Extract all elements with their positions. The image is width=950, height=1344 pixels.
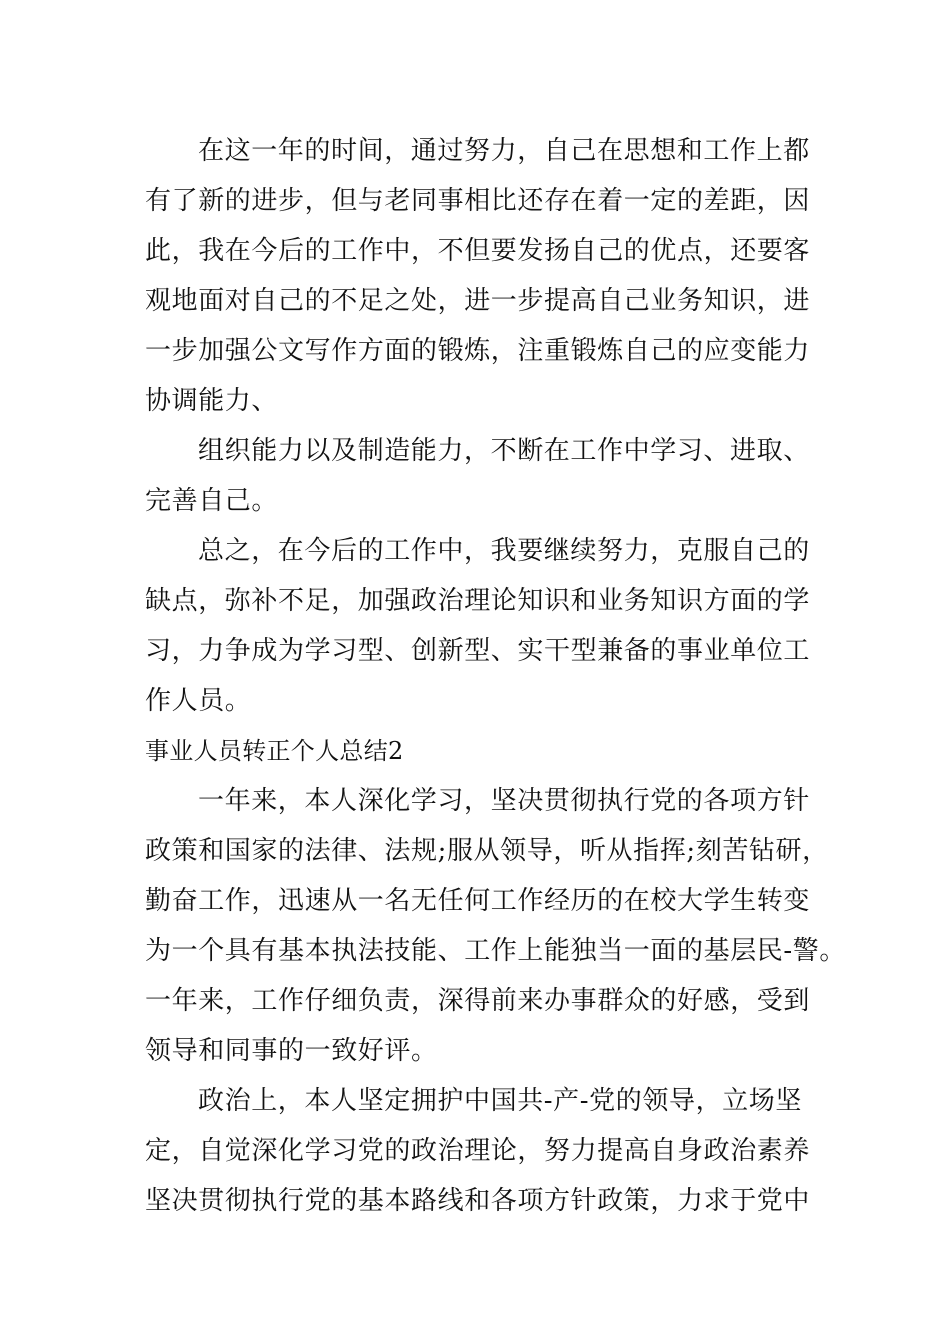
paragraph-line: 一步加强公文写作方面的锻炼，注重锻炼自己的应变能力 (145, 336, 811, 366)
paragraph-line: 有了新的进步，但与老同事相比还存在着一定的差距，因 (145, 186, 811, 216)
paragraph-line: 政治上，本人坚定拥护中国共-产-党的领导，立场坚 (198, 1086, 802, 1116)
paragraph-line: 在这一年的时间，通过努力，自己在思想和工作上都 (198, 136, 810, 166)
paragraph-line: 领导和同事的一致好评。 (145, 1036, 438, 1066)
paragraph-line: 作人员。 (145, 686, 252, 716)
paragraph-line: 组织能力以及制造能力，不断在工作中学习、进取、 (198, 436, 810, 466)
paragraph-line: 此，我在今后的工作中，不但要发扬自己的优点，还要客 (145, 236, 811, 266)
paragraph-line: 缺点，弥补不足，加强政治理论知识和业务知识方面的学 (145, 586, 811, 616)
paragraph-line: 观地面对自己的不足之处，进一步提高自己业务知识，进 (145, 286, 811, 316)
paragraph-line: 定，自觉深化学习党的政治理论，努力提高自身政治素养 (145, 1136, 811, 1166)
paragraph-line: 一年来，本人深化学习，坚决贯彻执行党的各项方针 (198, 786, 810, 816)
paragraph-line: 习，力争成为学习型、创新型、实干型兼备的事业单位工 (145, 636, 811, 666)
paragraph-line: 一年来，工作仔细负责，深得前来办事群众的好感，受到 (145, 986, 811, 1016)
paragraph-line: 为一个具有基本执法技能、工作上能独当一面的基层民-警。 (145, 936, 846, 966)
paragraph-line: 总之，在今后的工作中，我要继续努力，克服自己的 (198, 536, 810, 566)
paragraph-line: 勤奋工作，迅速从一名无任何工作经历的在校大学生转变 (145, 886, 811, 916)
paragraph-line: 完善自己。 (145, 486, 279, 516)
paragraph-line: 政策和国家的法律、法规;服从领导，听从指挥;刻苦钻研， (145, 836, 829, 866)
paragraph-line: 协调能力、 (145, 386, 279, 416)
paragraph-line: 坚决贯彻执行党的基本路线和各项方针政策，力求于党中 (145, 1186, 811, 1216)
section-heading: 事业人员转正个人总结2 (145, 737, 404, 765)
